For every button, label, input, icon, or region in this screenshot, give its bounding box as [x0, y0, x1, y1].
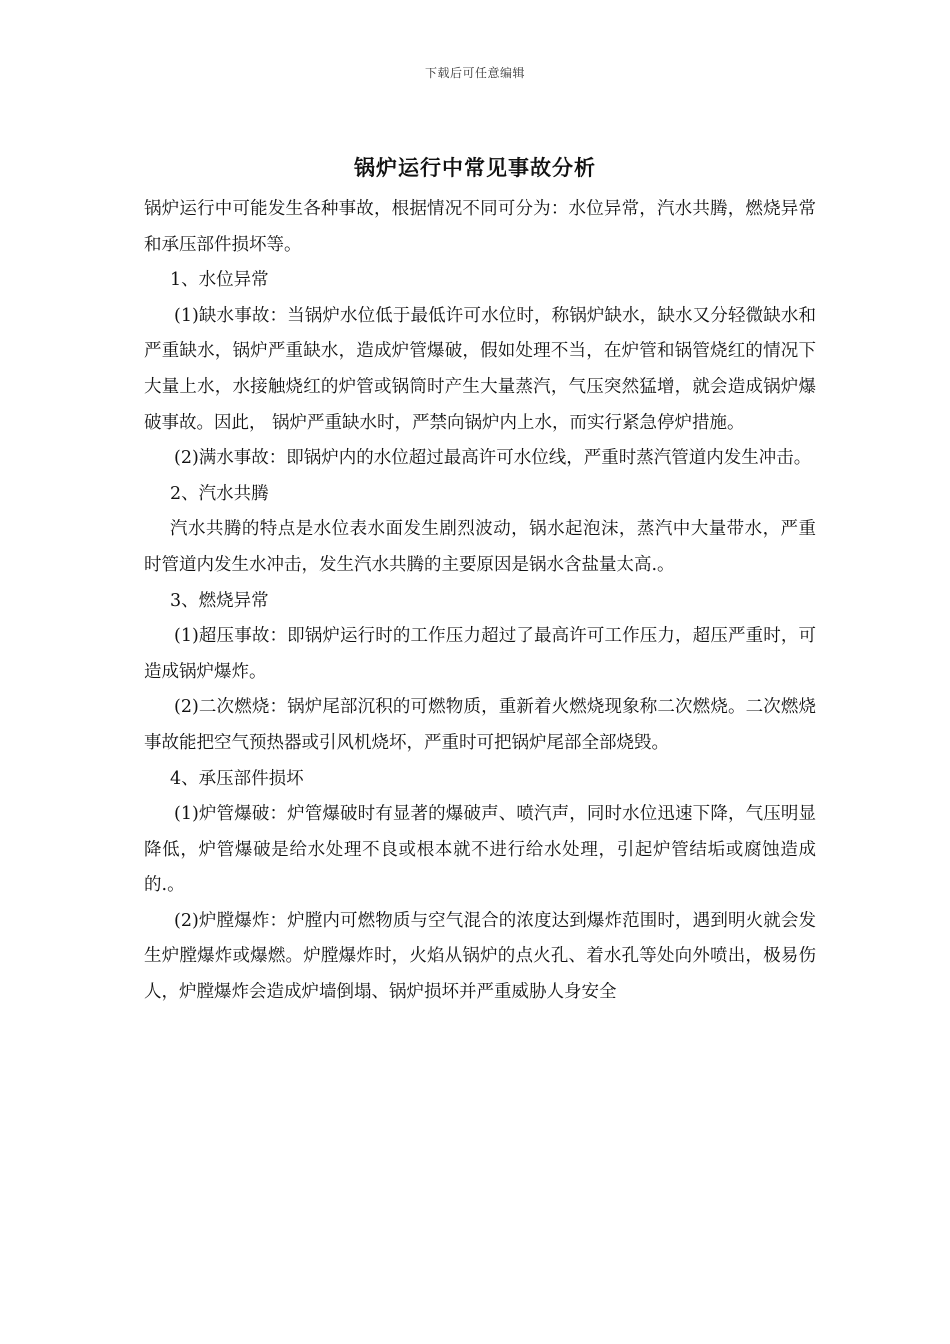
paragraph-furnace-explosion: (2)炉膛爆炸：炉膛内可燃物质与空气混合的浓度达到爆炸范围时，遇到明火就会发生炉膛爆炸或爆燃。炉膛爆炸时，火焰从锅炉的点火孔、着水孔等处向外喷出，极易伤人，炉膛爆炸会造成炉墙倒塌、锅炉损坏并严重威胁人身安全: [144, 910, 816, 1003]
paragraph-tube-burst: (1)炉管爆破：炉管爆破时有显著的爆破声、喷汽声，同时水位迅速下降，气压明显降低，炉管爆破是给水处理不良或根本就不进行给水处理，引起炉管结垢或腐蚀造成的.。: [144, 804, 816, 896]
document-title: 锅炉运行中常见事故分析: [354, 155, 596, 180]
section-heading-priming: 2、汽水共腾: [170, 483, 269, 504]
paragraph-overpressure: (1)超压事故：即锅炉运行时的工作压力超过了最高许可工作压力，超压严重时，可造成锅炉爆炸。: [144, 626, 816, 682]
section-heading-combustion: 3、燃烧异常: [170, 590, 269, 611]
section-heading-pressure-parts: 4、承压部件损坏: [170, 768, 304, 789]
intro-paragraph: 锅炉运行中可能发生各种事故，根据情况不同可分为：水位异常，汽水共腾，燃烧异常和承压部件损坏等。: [144, 199, 816, 255]
section-heading-water-level: 1、水位异常: [170, 270, 269, 291]
paragraph-priming: 汽水共腾的特点是水位表水面发生剧烈波动，锅水起泡沫，蒸汽中大量带水，严重时管道内发生水冲击，发生汽水共腾的主要原因是锅水含盐量太高.。: [144, 519, 816, 575]
header-note: 下载后可任意编辑: [424, 66, 525, 80]
paragraph-water-shortage: (1)缺水事故：当锅炉水位低于最低许可水位时，称锅炉缺水，缺水又分轻微缺水和严重缺水，锅炉严重缺水，造成炉管爆破，假如处理不当，在炉管和锅管烧红的情况下大量上水，水接触烧红的炉管或锅筒时产生大量蒸汽，气压突然猛增，就会造成锅炉爆破事故。因此， 锅炉严重缺水时，严禁向锅炉内上水，而实行紧急停炉措施。: [144, 305, 816, 433]
paragraph-secondary-combustion: (2)二次燃烧：锅炉尾部沉积的可燃物质，重新着火燃烧现象称二次燃烧。二次燃烧事故能把空气预热器或引风机烧坏，严重时可把锅炉尾部全部烧毁。: [144, 697, 816, 753]
paragraph-water-overflow: (2)满水事故：即锅炉内的水位超过最高许可水位线，严重时蒸汽管道内发生冲击。: [174, 448, 812, 469]
document-body: [144, 192, 816, 1011]
